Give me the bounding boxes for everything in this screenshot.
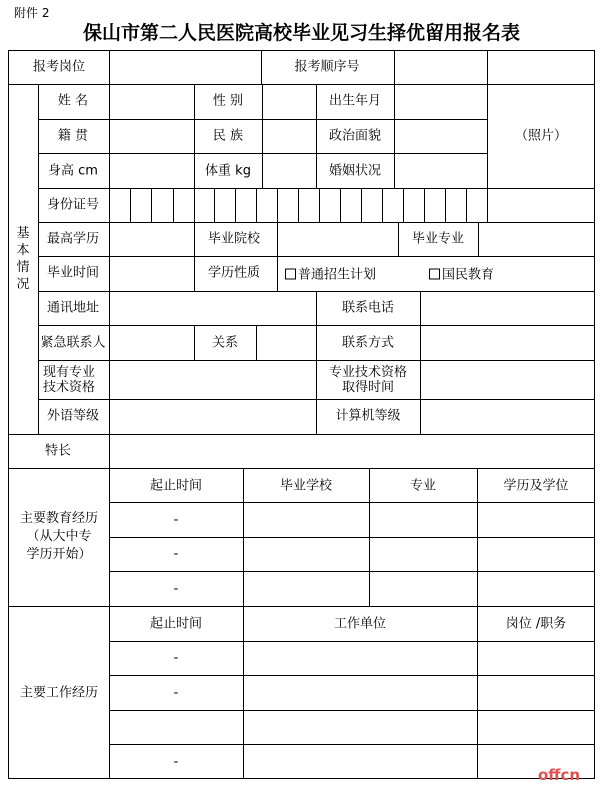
computer-label: 计算机等级 xyxy=(335,408,401,424)
edu-label: 最高学历 xyxy=(46,231,100,247)
general-plan-label: 普通招生计划 xyxy=(298,267,377,283)
general-plan-checkbox[interactable] xyxy=(285,264,376,283)
section-basic-label: 基本情况 xyxy=(16,226,30,292)
id-label: 身份证号 xyxy=(46,197,100,213)
checkbox-icon xyxy=(429,269,440,280)
address-label: 通讯地址 xyxy=(46,300,100,316)
height-label: 身高 cm xyxy=(48,163,98,179)
checkbox-icon xyxy=(285,269,296,280)
page-title: 保山市第二人民医院高校毕业见习生择优留用报名表 xyxy=(82,22,520,44)
edu-header-major: 专业 xyxy=(409,478,437,494)
qualification-time-label: 专业技术资格 取得时间 xyxy=(328,365,408,395)
order-label: 报考顺序号 xyxy=(294,59,360,75)
name-label: 姓 名 xyxy=(57,93,89,109)
grad-time-label: 毕业时间 xyxy=(46,265,100,281)
work-dash: - xyxy=(173,685,179,701)
national-edu-label: 国民教育 xyxy=(442,267,495,283)
edu-dash: - xyxy=(173,581,179,597)
attachment-label: 附件 2 xyxy=(14,6,50,20)
edu-dash: - xyxy=(173,512,179,528)
sex-label: 性 别 xyxy=(212,93,244,109)
watermark: offcn xyxy=(538,766,581,784)
edu-header-time: 起止时间 xyxy=(149,478,203,494)
education-section-label: 主要教育经历 （从大中专 学历开始） xyxy=(19,511,99,562)
weight-label: 体重 kg xyxy=(205,163,251,179)
political-label: 政治面貌 xyxy=(328,128,382,144)
emergency-label: 紧急联系人 xyxy=(40,335,106,351)
language-label: 外语等级 xyxy=(46,408,100,424)
specialty-label: 特长 xyxy=(44,443,72,459)
national-edu-checkbox[interactable] xyxy=(429,264,494,283)
major-label: 毕业专业 xyxy=(411,231,465,247)
work-header-unit: 工作单位 xyxy=(333,616,387,632)
edu-header-degree: 学历及学位 xyxy=(503,478,569,494)
native-label: 籍 贯 xyxy=(57,128,89,144)
work-section-label: 主要工作经历 xyxy=(19,685,99,701)
work-header-post: 岗位 /职务 xyxy=(505,616,567,632)
birth-label: 出生年月 xyxy=(328,93,382,109)
phone-label: 联系电话 xyxy=(341,300,395,316)
post-label: 报考岗位 xyxy=(32,59,86,75)
work-dash: - xyxy=(173,650,179,666)
work-dash: - xyxy=(173,754,179,770)
ethnic-label: 民 族 xyxy=(212,128,244,144)
contact-label: 联系方式 xyxy=(341,335,395,351)
qualification-label: 现有专业 技术资格 xyxy=(43,365,96,395)
school-label: 毕业院校 xyxy=(207,231,261,247)
marital-label: 婚姻状况 xyxy=(328,163,382,179)
edu-header-school: 毕业学校 xyxy=(279,478,333,494)
work-header-time: 起止时间 xyxy=(149,616,203,632)
edu-type-label: 学历性质 xyxy=(207,265,261,281)
photo-placeholder: （照片） xyxy=(514,128,568,144)
relation-label: 关系 xyxy=(211,335,239,351)
edu-dash: - xyxy=(173,546,179,562)
